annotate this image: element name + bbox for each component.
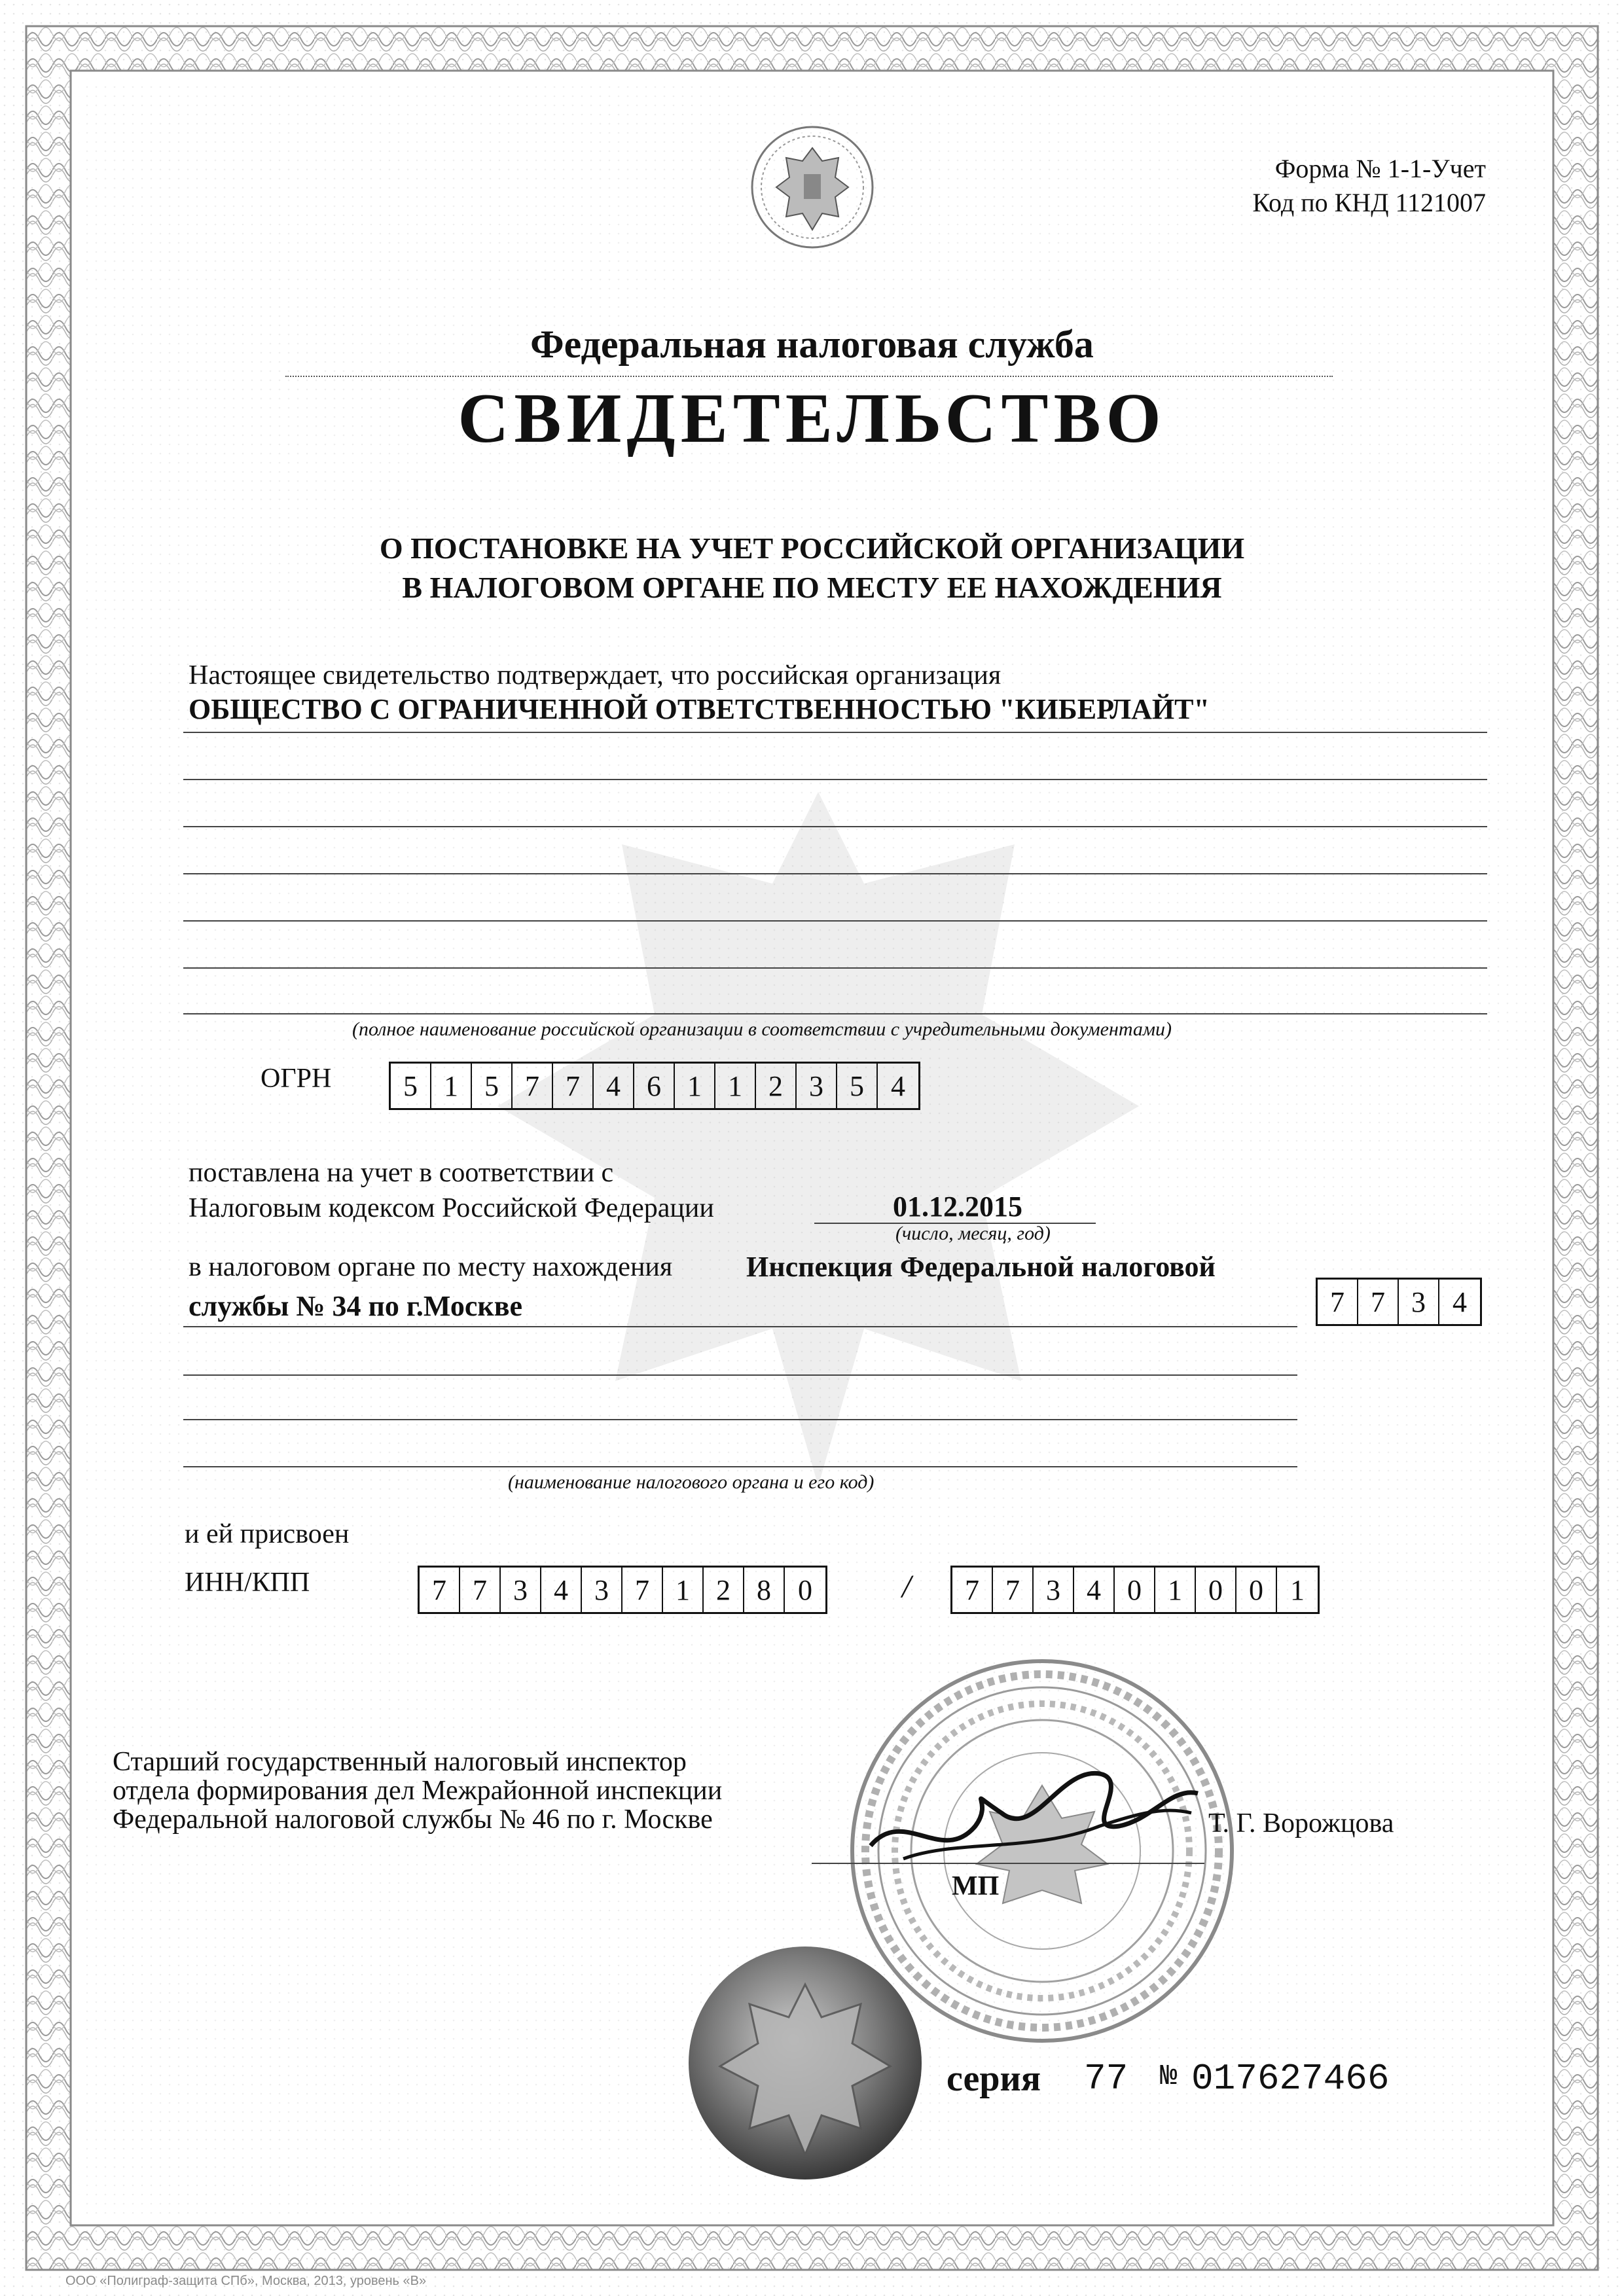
inn-kpp-separator: / (902, 1568, 911, 1604)
ogrn-digit: 4 (594, 1064, 634, 1108)
ogrn-digit: 6 (634, 1064, 675, 1108)
kpp-digit: 4 (1074, 1568, 1115, 1612)
series-label: серия (947, 2058, 1041, 2099)
org-rule-5 (183, 920, 1487, 922)
ogrn-digit: 7 (553, 1064, 594, 1108)
signatory-position (113, 1748, 722, 1834)
inn-boxes (418, 1566, 827, 1614)
ogrn-digit: 1 (431, 1064, 472, 1108)
emblem-watermark (458, 740, 1178, 1525)
certificate-number: 017627466 (1191, 2058, 1390, 2100)
organization-name: ОБЩЕСТВО С ОГРАНИЧЕННОЙ ОТВЕТСТВЕННОСТЬЮ "КИБЕРЛАЙТ" (189, 693, 1210, 725)
organization-caption: (полное наименование российской организации в соответствии с учредительными документами) (352, 1018, 1172, 1040)
series-value: 77 (1084, 2058, 1128, 2100)
ogrn-digit: 5 (391, 1064, 431, 1108)
authority-code-digit: 4 (1453, 1285, 1467, 1318)
subtitle-line-2: В НАЛОГОВОМ ОРГАНЕ ПО МЕСТУ ЕЕ НАХОЖДЕНИЯ (402, 571, 1222, 604)
authority-code-digit: 7 (1358, 1280, 1399, 1324)
inn-digit: 7 (420, 1568, 460, 1612)
ogrn-boxes (389, 1062, 920, 1110)
ogrn-label: ОГРН (261, 1064, 332, 1094)
signature (864, 1728, 1204, 1878)
registration-line-1: поставлена на учет в соответствии с (189, 1158, 614, 1188)
document-subtitle (0, 529, 1624, 607)
hologram-emblem (681, 1939, 929, 2187)
agency-name: Федеральная налоговая служба (530, 323, 1094, 366)
ogrn-digit: 5 (837, 1064, 878, 1108)
inn-digit: 1 (663, 1568, 704, 1612)
inn-digit: 2 (704, 1568, 744, 1612)
subtitle-line-1: О ПОСТАНОВКЕ НА УЧЕТ РОССИЙСКОЙ ОРГАНИЗАЦИИ (379, 531, 1245, 565)
kpp-digit: 1 (1155, 1568, 1196, 1612)
inn-digit: 3 (582, 1568, 623, 1612)
signatory-name: Т. Г. Ворожцова (1208, 1808, 1394, 1839)
form-info (1231, 152, 1486, 220)
authority-rule-2 (183, 1374, 1297, 1376)
authority-rule-1 (183, 1326, 1297, 1327)
inn-digit: 7 (460, 1568, 501, 1612)
signatory-line-3: Федеральной налоговой службы № 46 по г. Москве (113, 1804, 713, 1835)
authority-rule-4 (183, 1466, 1297, 1467)
org-rule-7 (183, 1013, 1487, 1014)
inn-kpp-label: ИНН/КПП (185, 1568, 310, 1598)
number-prefix: № (1160, 2060, 1178, 2093)
document-title: СВИДЕТЕЛЬСТВО (458, 380, 1166, 457)
inn-digit: 7 (623, 1568, 663, 1612)
assigned-intro: и ей присвоен (185, 1519, 350, 1549)
authority-code-digit: 3 (1399, 1280, 1439, 1324)
org-rule-1 (183, 732, 1487, 733)
authority-code-boxes (1316, 1278, 1482, 1326)
authority-caption: (наименование налогового органа и его код) (508, 1471, 875, 1493)
ogrn-digit: 4 (891, 1069, 905, 1102)
ogrn-digit: 5 (472, 1064, 513, 1108)
signatory-line-1: Старший государственный налоговый инспектор (113, 1747, 687, 1777)
ogrn-digit: 7 (513, 1064, 553, 1108)
kpp-digit: 1 (1290, 1573, 1305, 1606)
registration-date: 01.12.2015 (893, 1191, 1022, 1223)
stamp-place-label: МП (952, 1871, 1000, 1901)
inn-digit: 0 (798, 1573, 812, 1606)
inn-digit: 8 (744, 1568, 785, 1612)
printer-imprint: ООО «Полиграф-защита СПб», Москва, 2013, уровень «В» (65, 2274, 427, 2288)
org-rule-2 (183, 779, 1487, 780)
ogrn-digit: 2 (756, 1064, 797, 1108)
ogrn-digit: 1 (715, 1064, 756, 1108)
signatory-line-2: отдела формирования дел Межрайонной инспекции (113, 1776, 723, 1806)
signature-rule (812, 1863, 1204, 1864)
ogrn-digit: 3 (797, 1064, 837, 1108)
kpp-digit: 0 (1236, 1568, 1277, 1612)
state-emblem-icon (750, 122, 875, 259)
authority-rule-3 (183, 1419, 1297, 1420)
registration-line-2: Налоговым кодексом Российской Федерации (189, 1193, 714, 1223)
inn-digit: 4 (541, 1568, 582, 1612)
authority-line-1: Инспекция Федеральной налоговой (746, 1251, 1216, 1283)
org-rule-4 (183, 873, 1487, 874)
authority-code-digit: 7 (1318, 1280, 1358, 1324)
organization-intro: Настоящее свидетельство подтверждает, что российская организация (189, 660, 1001, 691)
kpp-digit: 7 (952, 1568, 993, 1612)
date-caption: (число, месяц, год) (895, 1223, 1051, 1244)
authority-line-2: службы № 34 по г.Москве (189, 1290, 523, 1322)
authority-intro: в налоговом органе по месту нахождения (189, 1252, 673, 1282)
inn-digit: 3 (501, 1568, 541, 1612)
kpp-digit: 0 (1196, 1568, 1236, 1612)
org-rule-3 (183, 826, 1487, 827)
kpp-digit: 0 (1115, 1568, 1155, 1612)
kpp-digit: 7 (993, 1568, 1034, 1612)
kpp-digit: 3 (1034, 1568, 1074, 1612)
form-number: Форма № 1-1-Учет (1274, 154, 1486, 183)
ogrn-digit: 1 (675, 1064, 715, 1108)
agency-divider (285, 376, 1333, 377)
kpp-boxes (950, 1566, 1320, 1614)
org-rule-6 (183, 967, 1487, 969)
knd-code: Код по КНД 1121007 (1252, 188, 1486, 217)
